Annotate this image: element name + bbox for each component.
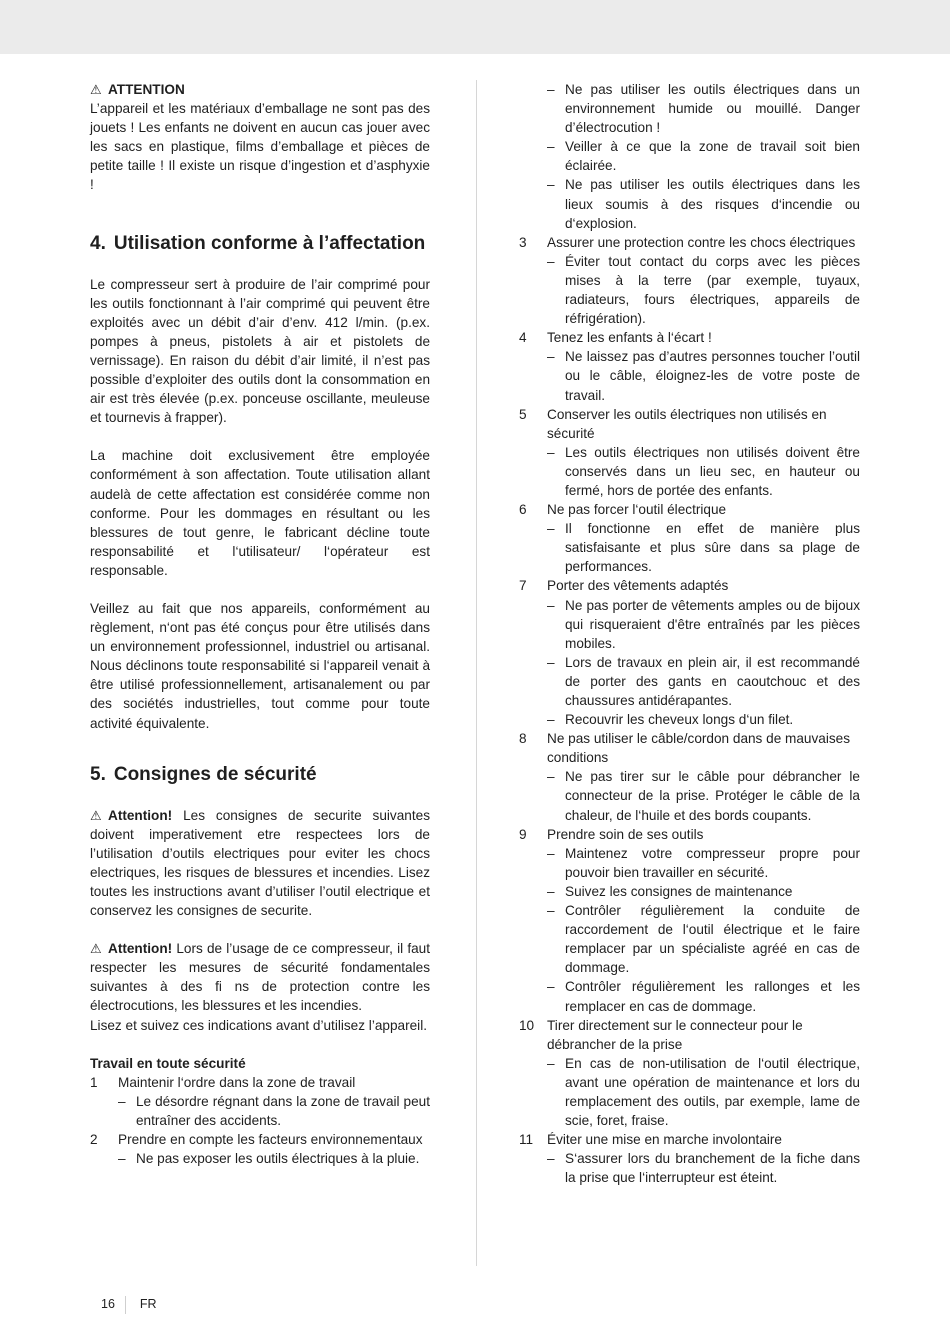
list-item: 9 Prendre soin de ses outils (519, 826, 704, 842)
section-4-paragraph-3: Veillez au fait que nos appareils, conformément au règlement, n‘ont pas été conçus pour être utilisés dans un environnement professionnel, industriel ou artisanal. Nous déclinons toute responsabilité si l‘appareil venait à être utilisé professionnellement, artisanalement ou par des sociétés industrielles, tout comme pour toute activité équivalente. (90, 600, 430, 731)
sub-list-item: – Les outils électriques non utilisés doivent être conservés dans un lieu sec, en hauteur ou fermé, hors de portée des enfants. (547, 444, 860, 498)
page-number: 16 (101, 1297, 115, 1311)
list-item: 1 Maintenir l‘ordre dans la zone de travail (90, 1074, 356, 1090)
page-footer (101, 1295, 157, 1314)
sub-list-item: – Suivez les consignes de maintenance (547, 883, 793, 899)
warning-triangle-icon: ⚠ (90, 82, 102, 98)
list-item: 5 Conserver les outils électriques non utilisés en sécurité (519, 406, 827, 441)
sub-list-item: – Ne pas utiliser les outils électriques dans les lieux soumis à des risques d‘incendie ou d‘explosion. (547, 177, 860, 231)
warning-triangle-icon: ⚠ (90, 807, 102, 823)
sub-list-item: – Lors de travaux en plein air, il est recommandé de porter des gants en caoutchouc et des chaussures antidérapantes. (547, 654, 860, 708)
sub-list-item: – Contrôler régulièrement la conduite de raccordement de l‘outil électrique et le faire remplacer par un spécialiste agréé en cas de dommage. (547, 903, 860, 976)
sub-list-item: – Veiller à ce que la zone de travail soit bien éclairée. (547, 139, 860, 174)
attention-paragraph-2-followup: Lisez et suivez ces indications avant d’utilisez l’appareil. (90, 1017, 427, 1033)
list-item: 11 Éviter une mise en marche involontaire (519, 1132, 782, 1148)
work-safety-subtitle: Travail en toute sécurité (90, 1055, 246, 1071)
sub-list-item: – Recouvrir les cheveux longs d‘un filet. (547, 712, 794, 728)
section-4-paragraph-1: Le compresseur sert à produire de l’air comprimé pour les outils fonctionnant à l’air comprimé qui peuvent être exploités avec un débit d’air d’env. 412 l/min. (p.ex. pompes à pneus, pistolets à air et pistolets de vernissage). En raison du débit d’air limité, il n’est pas possible d’exploiter des outils dont la consommation en air est très élevée (p.ex. ponceuse oscillante, meuleuse et tournevis à frapper). (90, 276, 430, 426)
sub-list-item: – Il fonctionne en effet de manière plus satisfaisante et plus sûre dans sa plage de performances. (547, 521, 860, 575)
list-item: 3 Assurer une protection contre les chocs électriques (519, 234, 856, 250)
sub-list-item: – Ne pas utiliser les outils électriques dans un environnement humide ou mouillé. Danger d’électrocution ! (547, 82, 860, 136)
sub-list-item: – Ne pas exposer les outils électriques à la pluie. (118, 1151, 420, 1167)
section-4-heading: 4. Utilisation conforme à l’affectation (90, 232, 426, 254)
attention-text: L’appareil et les matériaux d’emballage ne sont pas des jouets ! Les enfants ne doivent en aucun cas jouer avec les sacs en plastique, films d’emballage et pièces de petite taille ! Il existe un risque d’ingestion et d’asphyxie ! (90, 101, 430, 193)
list-item: 6 Ne pas forcer l‘outil électrique (519, 502, 727, 518)
warning-triangle-icon: ⚠ (90, 941, 102, 957)
sub-list-item: – En cas de non-utilisation de l‘outil électrique, avant une opération de maintenance et lors du remplacement des outils, par exemple, lame de scie, foret, fraise. (547, 1055, 860, 1129)
list-item: 2 Prendre en compte les facteurs environnementaux (90, 1132, 423, 1148)
list-item: 8 Ne pas utiliser le câble/cordon dans de mauvaises conditions (519, 731, 851, 766)
safety-list (519, 233, 860, 1188)
sub-list-item: – Le désordre régnant dans la zone de travail peut entraîner des accidents. (118, 1093, 430, 1128)
list-item: 4 Tenez les enfants à l‘écart ! (519, 330, 712, 346)
list-item: 7 Porter des vêtements adaptés (519, 578, 729, 594)
language-code: FR (139, 1297, 157, 1311)
sub-list-item: – Éviter tout contact du corps avec les pièces mises à la terre (par exemple, tuyaux, radiateurs, fours électriques, appareils de réfrigération). (547, 253, 860, 327)
attention-paragraph-2: ⚠ Attention! Lors de l’usage de ce compresseur, il faut respecter les mesures de sécurité fondamentales suivantes à des fi ns de protection contre les électrocutions, les blessures et les incendies. (90, 941, 430, 1014)
attention-heading: ⚠ ATTENTION (90, 82, 185, 98)
top-bar (0, 0, 950, 54)
column-divider (476, 80, 477, 1266)
footer-separator (125, 1296, 126, 1314)
left-column (90, 80, 430, 1168)
right-column (519, 80, 860, 1187)
sub-list-item: – Maintenez votre compresseur propre pour pouvoir bien travailler en sécurité. (547, 845, 860, 880)
sub-list-item: – Ne pas porter de vêtements amples ou de bijoux qui risqueraient d'être entraînés par les pièces mobiles. (547, 597, 860, 651)
sub-list-item: – Ne laissez pas d’autres personnes toucher l’outil ou le câble, éloignez-les de votre poste de travail. (547, 349, 860, 403)
list-item: 10 Tirer directement sur le connecteur pour le débrancher de la prise (519, 1017, 803, 1052)
sub-list-item: – Ne pas tirer sur le câble pour débrancher le connecteur de la prise. Protéger le câble de la chaleur, de l‘huile et des bords coupants. (547, 769, 860, 823)
section-4-paragraph-2: La machine doit exclusivement être employée conformément à son affectation. Toute utilisation allant audelà de cette affectation est considérée comme non conforme. Pour les dommages en résultant ou les blessures de tout genre, le fabricant décline toute responsabilité et l‘utilisateur/ l‘opérateur est responsable. (90, 448, 430, 578)
sub-list-item: – Contrôler régulièrement les rallonges et les remplacer en cas de dommage. (547, 979, 860, 1014)
section-5-heading: 5. Consignes de sécurité (90, 763, 317, 785)
sub-list-item: – S‘assurer lors du branchement de la fiche dans la prise que l‘interrupteur est éteint. (547, 1151, 860, 1186)
attention-paragraph-1: ⚠ Attention! Les consignes de securite suivantes doivent imperativement etre respectees lors de l’utilisation d’outils electriques pour eviter les chocs electriques, les risques de blessures et incendies. Lisez toutes les instructions avant d’utiliser l’outil electrique et conservez les consignes de securite. (90, 807, 430, 919)
